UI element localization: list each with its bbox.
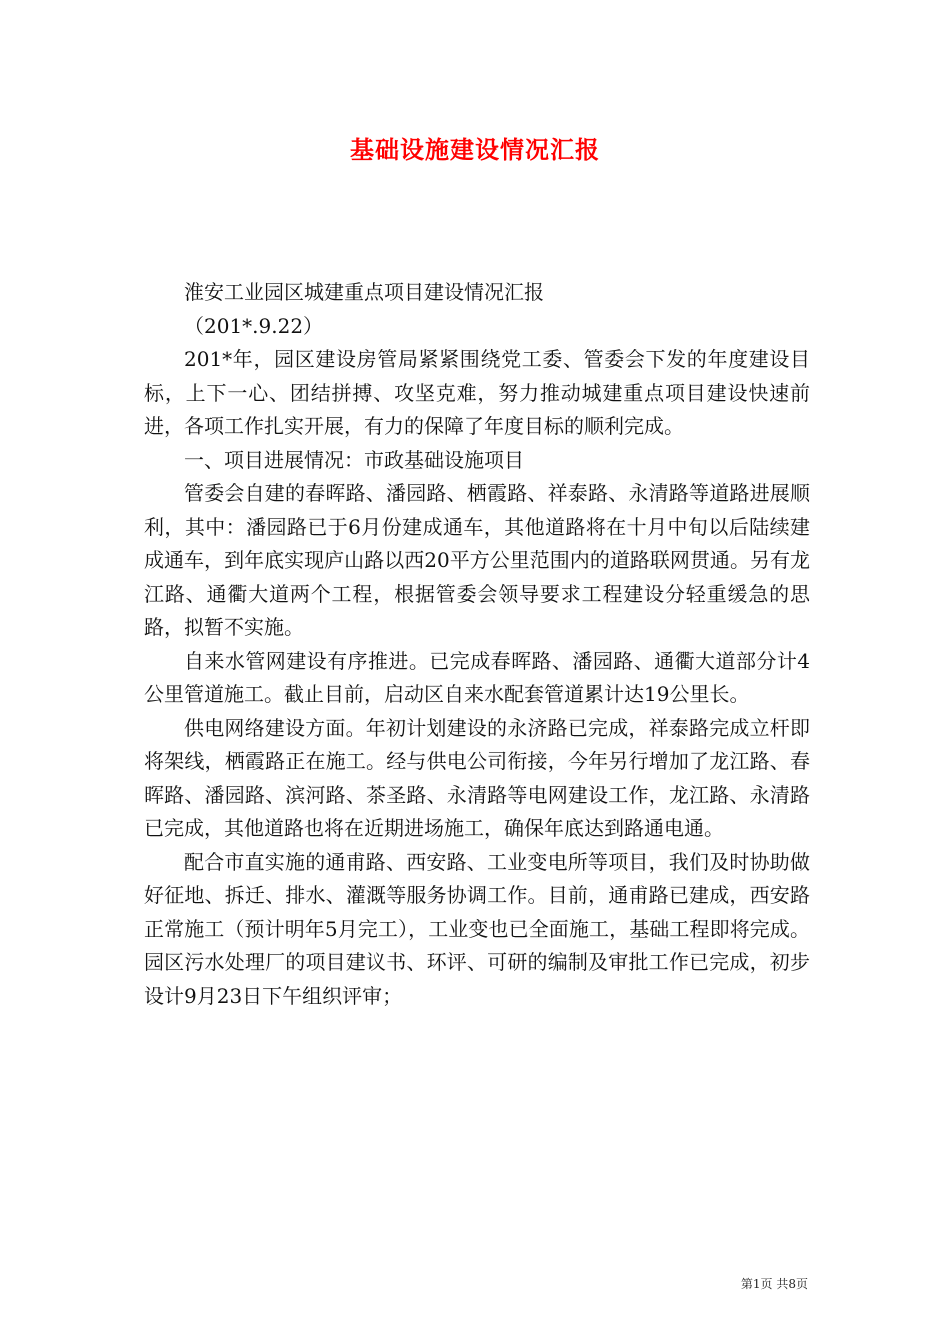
paragraph-roads: 管委会自建的春晖路、潘园路、栖霞路、祥泰路、永清路等道路进展顺利，其中：潘园路已于6月份建成通车，其他道路将在十月中旬以后陆续建成通车，到年底实现庐山路以西20平方公里范围内的道路联网贯通。另有龙江路、通衢大道两个工程，根据管委会领导要求工程建设分轻重缓急的思路，拟暂不实施。 <box>144 481 810 639</box>
paragraph-power: 供电网络建设方面。年初计划建设的永济路已完成，祥泰路完成立杆即将架线，栖霞路正在施工。经与供电公司衔接，今年另行增加了龙江路、春晖路、潘园路、滨河路、茶圣路、永清路等电网建设工作，龙江路、永清路已完成，其他道路也将在近期进场施工，确保年底达到路通电通。 <box>144 715 810 840</box>
document-body <box>144 276 810 1013</box>
paragraph-coordination: 配合市直实施的通甫路、西安路、工业变电所等项目，我们及时协助做好征地、拆迁、排水、灌溉等服务协调工作。目前，通甫路已建成，西安路正常施工（预计明年5月完工），工业变也已全面施工，基础工程即将完成。园区污水处理厂的项目建议书、环评、可研的编制及审批工作已完成，初步设计9月23日下午组织评审； <box>144 849 810 1008</box>
section-heading: 一、项目进展情况：市政基础设施项目 <box>184 447 524 472</box>
document-subtitle: 淮安工业园区城建重点项目建设情况汇报 <box>184 280 544 304</box>
page-number-footer: 第1页 共8页 <box>740 1277 808 1291</box>
document-date: （201*.9.22） <box>184 313 324 338</box>
paragraph-water: 自来水管网建设有序推进。已完成春晖路、潘园路、通衢大道部分计4公里管道施工。截止目前，启动区自来水配套管道累计达19公里长。 <box>144 648 810 706</box>
paragraph-intro: 201*年，园区建设房管局紧紧围绕党工委、管委会下发的年度建设目标，上下一心、团结拼搏、攻坚克难，努力推动城建重点项目建设快速前进，各项工作扎实开展，有力的保障了年度目标的顺利完成。 <box>144 347 810 438</box>
document-title: 基础设施建设情况汇报 <box>350 135 600 164</box>
